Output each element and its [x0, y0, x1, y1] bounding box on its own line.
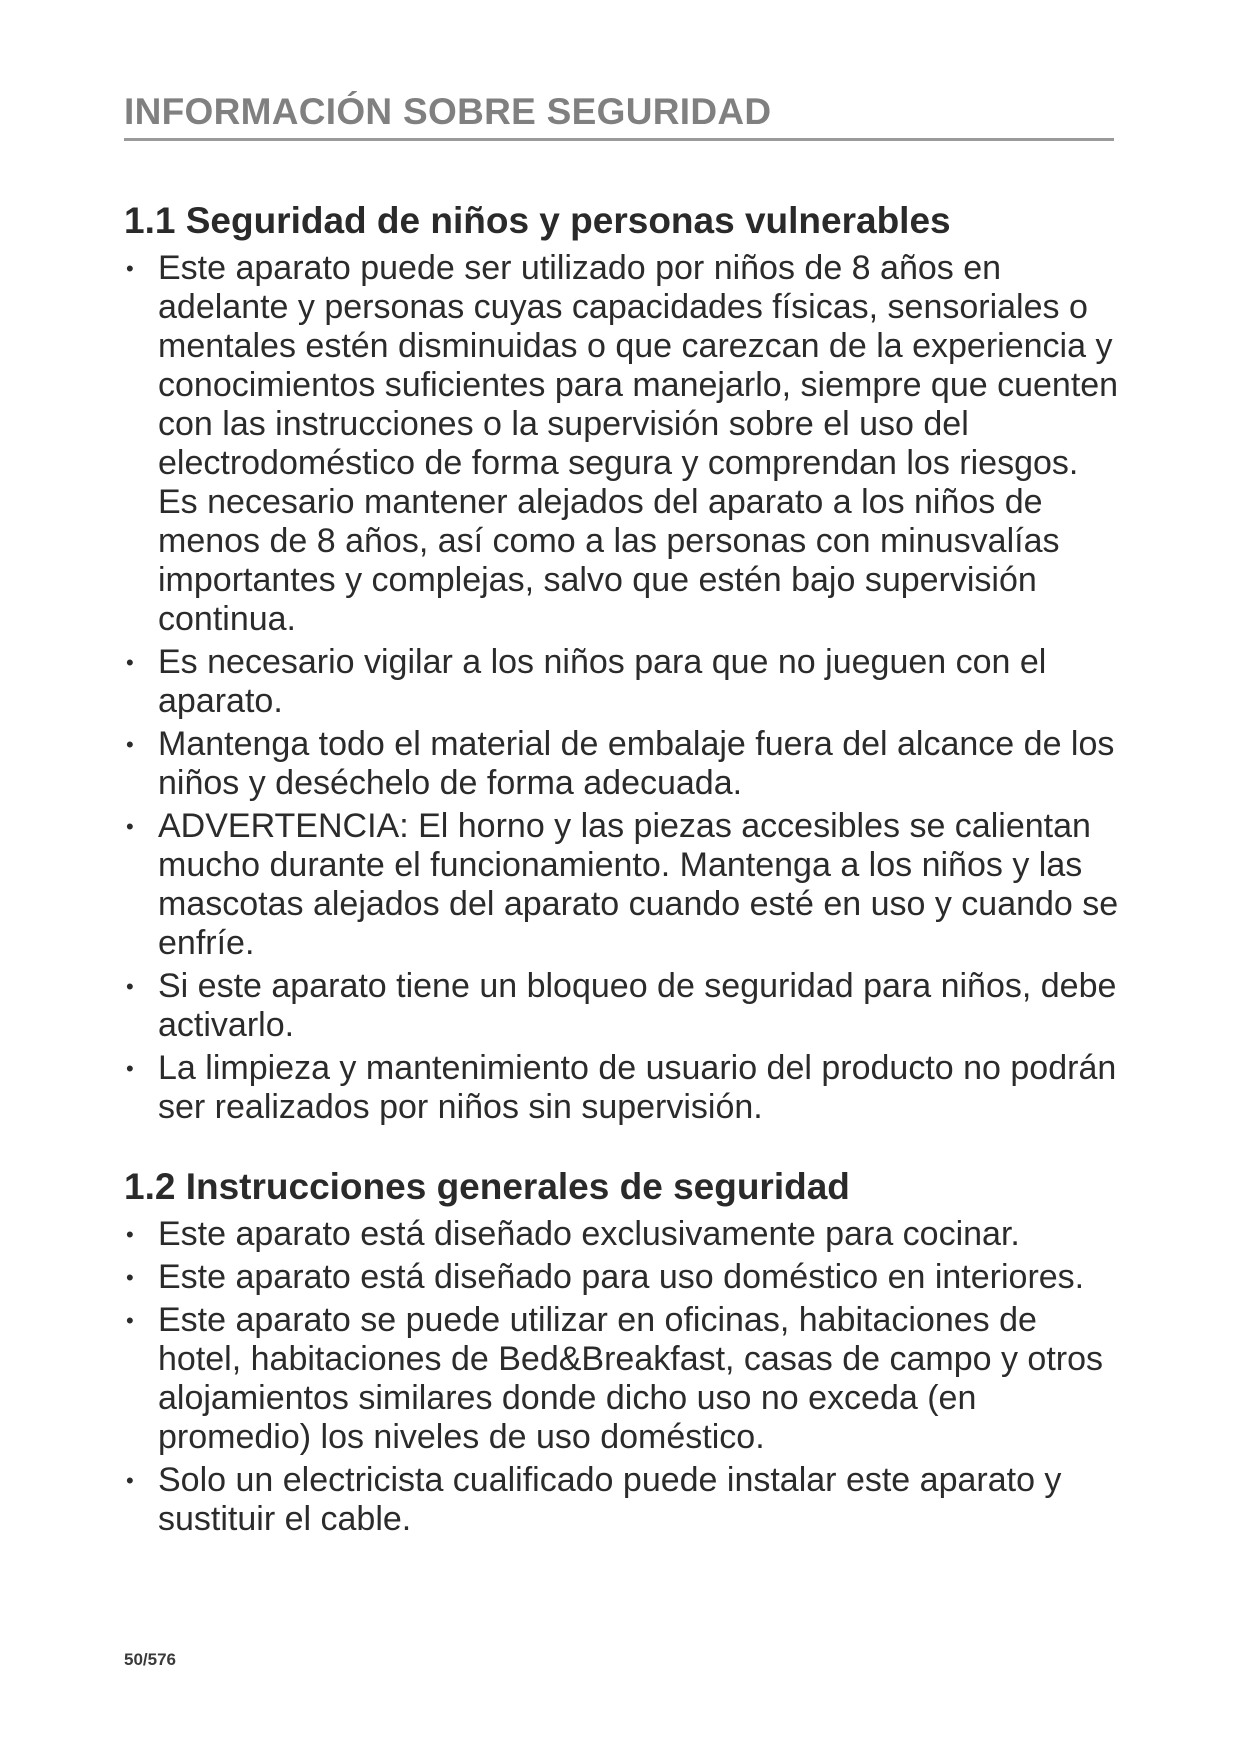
- bullet-icon: •: [126, 1468, 134, 1493]
- list-item-text: Si este aparato tiene un bloqueo de seguridad para niños, debe activarlo.: [158, 967, 1117, 1044]
- list-item-text: Este aparato se puede utilizar en oficinas, habitaciones de hotel, habitaciones de Bed&Breakfast, casas de campo y otros alojamientos similares donde dicho uso no exceda (en promedio) los niveles de uso doméstico.: [158, 1301, 1103, 1456]
- list-item: [124, 1049, 1124, 1127]
- bullet-icon: •: [126, 1308, 134, 1333]
- bullet-list: [124, 249, 1124, 1127]
- page-title: INFORMACIÓN SOBRE SEGURIDAD: [124, 91, 772, 132]
- section-heading: 1.1 Seguridad de niños y personas vulnerables: [124, 200, 951, 241]
- bullet-icon: •: [126, 1222, 134, 1247]
- list-item: [124, 967, 1124, 1045]
- list-item: [124, 1215, 1124, 1254]
- section-child-safety: [124, 199, 1124, 1131]
- list-item-text: Este aparato puede ser utilizado por niños de 8 años en adelante y personas cuyas capacidades físicas, sensoriales o mentales estén disminuidas o que carezcan de la experiencia y conocimientos suficientes para manejarlo, siempre que cuenten con las instrucciones o la supervisión sobre el uso del electrodoméstico de forma segura y comprendan los riesgos. Es necesario mantener alejados del aparato a los niños de menos de 8 años, así como a las personas con minusvalías importantes y complejas, salvo que estén bajo supervisión continua.: [158, 249, 1119, 638]
- bullet-icon: •: [126, 814, 134, 839]
- list-item: [124, 1258, 1124, 1297]
- list-item: [124, 807, 1124, 963]
- list-item-text: ADVERTENCIA: El horno y las piezas accesibles se calientan mucho durante el funcionamiento. Mantenga a los niños y las mascotas alejados del aparato cuando esté en uso y cuando se enfríe.: [158, 807, 1119, 962]
- list-item: [124, 725, 1124, 803]
- bullet-list: [124, 1215, 1124, 1539]
- list-item: [124, 1461, 1124, 1539]
- page-number: 50/576: [124, 1650, 176, 1669]
- bullet-icon: •: [126, 1265, 134, 1290]
- list-item-text: Este aparato está diseñado exclusivamente para cocinar.: [158, 1215, 1020, 1253]
- list-item-text: La limpieza y mantenimiento de usuario del producto no podrán ser realizados por niños sin supervisión.: [158, 1049, 1117, 1126]
- section-general-safety: [124, 1165, 1124, 1543]
- bullet-icon: •: [126, 1056, 134, 1081]
- list-item: [124, 249, 1124, 639]
- list-item-text: Este aparato está diseñado para uso doméstico en interiores.: [158, 1258, 1085, 1296]
- bullet-icon: •: [126, 256, 134, 281]
- bullet-icon: •: [126, 732, 134, 757]
- section-heading: 1.2 Instrucciones generales de seguridad: [124, 1166, 850, 1207]
- list-item-text: Mantenga todo el material de embalaje fuera del alcance de los niños y deséchelo de forma adecuada.: [158, 725, 1115, 802]
- list-item-text: Solo un electricista cualificado puede instalar este aparato y sustituir el cable.: [158, 1461, 1062, 1538]
- bullet-icon: •: [126, 974, 134, 999]
- list-item-text: Es necesario vigilar a los niños para que no jueguen con el aparato.: [158, 643, 1047, 720]
- list-item: [124, 643, 1124, 721]
- bullet-icon: •: [126, 650, 134, 675]
- list-item: [124, 1301, 1124, 1457]
- page-header: [124, 92, 1114, 141]
